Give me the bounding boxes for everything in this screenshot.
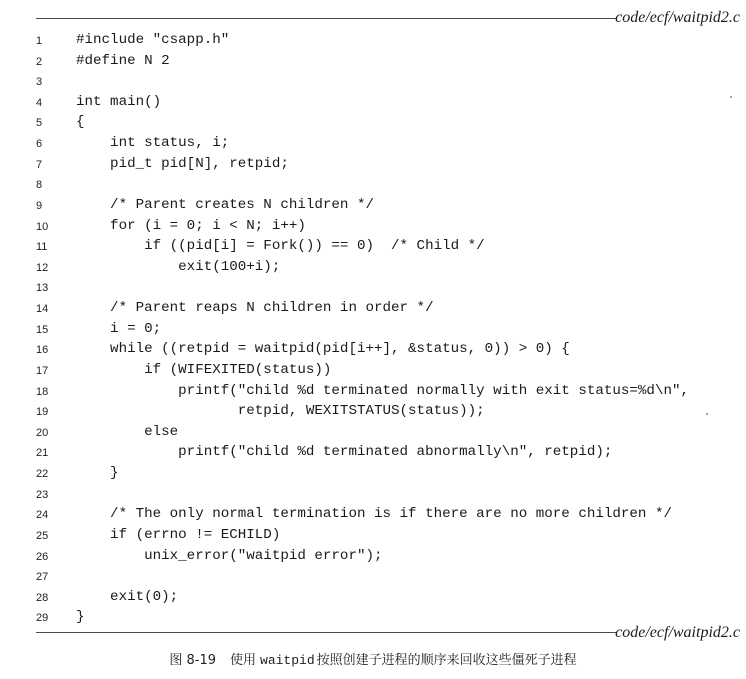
line-number: 19 [36, 406, 49, 419]
line-number: 27 [36, 571, 49, 584]
code-text: } [76, 609, 85, 626]
code-text: retpid, WEXITSTATUS(status)); [76, 403, 485, 420]
code-text: /* Parent creates N children */ [76, 196, 374, 213]
code-text: printf("child %d terminated normally with exit status=%d\n", [76, 382, 689, 399]
line-number: 14 [36, 303, 49, 316]
line-number: 25 [36, 529, 49, 542]
code-text: for (i = 0; i < N; i++) [76, 217, 306, 234]
code-listing [0, 30, 746, 630]
line-number: 15 [36, 323, 49, 336]
code-text: else [76, 423, 179, 440]
caption-text-after: 按照创建子进程的顺序来回收这些僵死子进程 [316, 653, 577, 668]
code-text: exit(100+i); [76, 258, 281, 275]
code-text: #define N 2 [76, 52, 170, 69]
line-number: 22 [36, 468, 49, 481]
line-number: 12 [36, 261, 49, 274]
line-number: 17 [36, 364, 49, 377]
line-number: 3 [36, 76, 43, 89]
caption-text-before: 使用 [230, 653, 257, 668]
code-text: i = 0; [76, 320, 162, 337]
line-number: 10 [36, 220, 49, 233]
line-number: 2 [36, 55, 43, 68]
file-path-top: code/ecf/waitpid2.c [615, 9, 740, 26]
line-number: 13 [36, 282, 49, 295]
code-text: } [76, 465, 119, 482]
code-text: if (WIFEXITED(status)) [76, 361, 332, 378]
line-number: 11 [36, 241, 48, 254]
line-number: 18 [36, 385, 49, 398]
code-text: exit(0); [76, 588, 179, 605]
line-number: 4 [36, 96, 43, 109]
listing-header [0, 6, 746, 30]
code-text: int status, i; [76, 135, 230, 152]
code-text: #include "csapp.h" [76, 32, 230, 48]
line-number: 8 [36, 179, 43, 192]
caption-code: waitpid [260, 653, 315, 668]
code-text: printf("child %d terminated abnormally\n", retpid); [76, 444, 613, 461]
code-text: /* Parent reaps N children in order */ [76, 300, 434, 317]
scan-speck [730, 96, 732, 98]
line-number: 1 [36, 35, 43, 47]
line-number: 29 [36, 612, 49, 625]
line-number: 9 [36, 199, 43, 212]
code-text: { [76, 114, 85, 131]
line-number: 21 [36, 447, 49, 460]
line-number: 23 [36, 488, 49, 501]
listing-footer [0, 621, 746, 645]
line-number: 7 [36, 158, 43, 171]
figure-label: 图 8-19 [169, 653, 216, 668]
line-number: 28 [36, 591, 49, 604]
line-number: 20 [36, 426, 49, 439]
code-text: unix_error("waitpid error"); [76, 547, 383, 564]
line-number: 6 [36, 138, 43, 151]
code-text: /* The only normal termination is if there are no more children */ [76, 506, 672, 523]
top-rule [36, 18, 616, 19]
figure-caption [0, 650, 746, 672]
code-text: if (errno != ECHILD) [76, 526, 281, 543]
bottom-rule [36, 632, 616, 633]
file-path-bottom: code/ecf/waitpid2.c [615, 624, 740, 641]
line-number: 16 [36, 344, 49, 357]
code-text: int main() [76, 93, 162, 110]
line-number: 5 [36, 117, 43, 130]
code-text: while ((retpid = waitpid(pid[i++], &status, 0)) > 0) { [76, 341, 570, 358]
line-number: 26 [36, 550, 49, 563]
code-text: pid_t pid[N], retpid; [76, 155, 289, 172]
scan-speck [706, 413, 708, 415]
code-text: if ((pid[i] = Fork()) == 0) /* Child */ [76, 238, 485, 255]
line-number: 24 [36, 509, 49, 522]
